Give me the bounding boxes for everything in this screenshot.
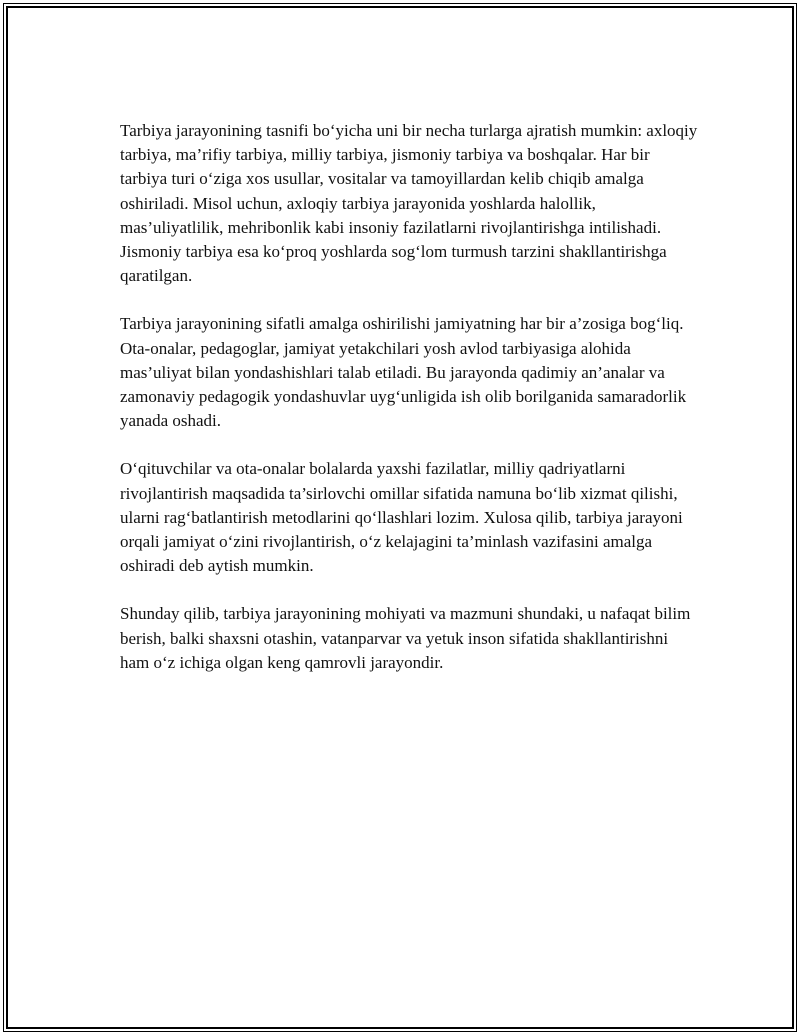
paragraph-2: Tarbiya jarayonining sifatli amalga oshirilishi jamiyatning har bir a’zosiga bog‘liq. Ota-onalar, pedagoglar, jamiyat yetakchilari yosh avlod tarbiyasiga alohida mas’uliyat bilan yondashishlari talab etiladi. Bu jarayonda qadimiy an’analar va zamonaviy pedagogik yondashuvlar uyg‘unligida ish olib borilganida samaradorlik yanada oshadi. (120, 314, 687, 431)
paragraph-4: Shunday qilib, tarbiya jarayonining mohiyati va mazmuni shundaki, u nafaqat bilim berish, balki shaxsni otashin, vatanparvar va yetuk inson sifatida shakllantirishni ham o‘z ichiga olgan keng qamrovli jarayondir. (120, 604, 691, 672)
paragraph-3: O‘qituvchilar va ota-onalar bolalarda yaxshi fazilatlar, milliy qadriyatlarni rivojlantirish maqsadida ta’sirlovchi omillar sifatida namuna bo‘lib xizmat qilishi, ularni rag‘batlantirish metodlarini qo‘llashlari lozim. Xulosa qilib, tarbiya jarayoni orqali jamiyat o‘zini rivojlantirish, o‘z kelajagini ta’minlash vazifasini amalga oshiradi deb aytish mumkin. (120, 459, 683, 576)
paragraph-1: Tarbiya jarayonining tasnifi bo‘yicha uni bir necha turlarga ajratish mumkin: axloqiy tarbiya, ma’rifiy tarbiya, milliy tarbiya, jismoniy tarbiya va boshqalar. Har bir tarbiya turi o‘ziga xos usullar, vositalar va tamoyillardan kelib chiqib amalga oshiriladi. Misol uchun, axloqiy tarbiya jarayonida yoshlarda halollik, mas’uliyatlilik, mehribonlik kabi insoniy fazilatlarni rivojlantirishga intilishadi. Jismoniy tarbiya esa ko‘proq yoshlarda sog‘lom turmush tarzini shakllantirishga qaratilgan. (120, 121, 698, 286)
document-page (3, 3, 797, 1032)
document-body (120, 119, 700, 699)
